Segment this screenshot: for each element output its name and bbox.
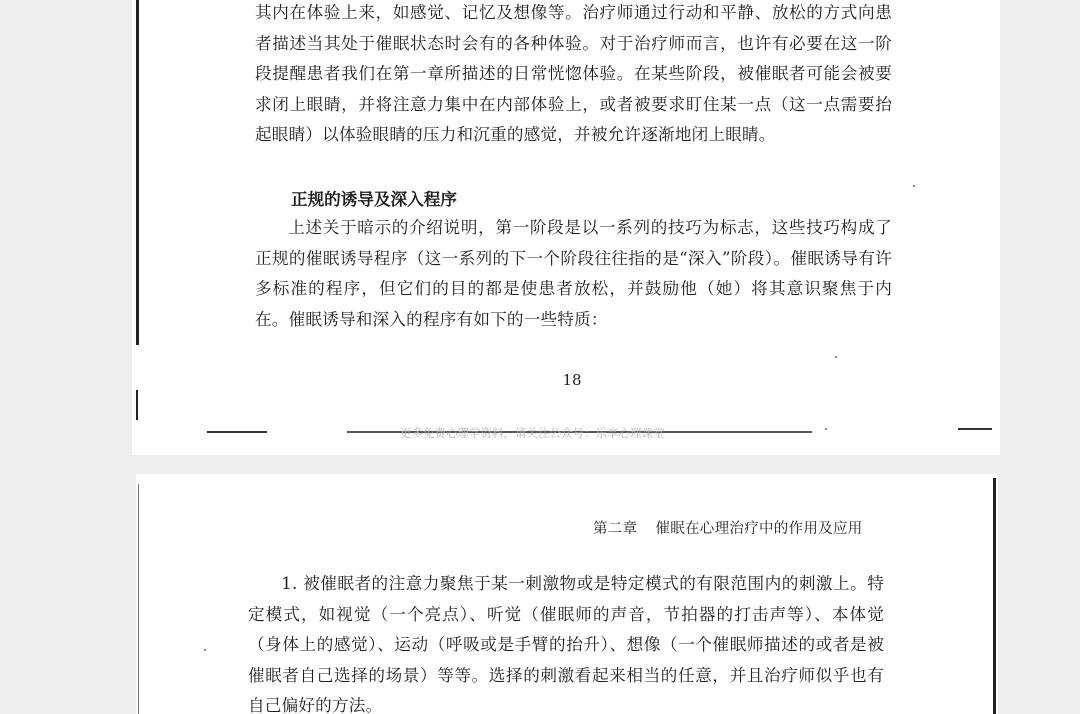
- paragraph-2: 上述关于暗示的介绍说明，第一阶段是以一系列的技巧为标志，这些技巧构成了正规的催眠诱导程序（这一系列的下一个阶段往往指的是“深入”阶段）。催眠诱导有许多标准的程序，但它们的目的都是使患者放松，并鼓励他（她）将其意识聚焦于内在。催眠诱导和深入的程序有如下的一些特质：: [255, 218, 892, 329]
- document-page-19: [136, 474, 998, 714]
- footer-watermark: 更多免费心理学资料，请关注公众号：乐享心理课堂: [400, 426, 665, 440]
- scan-speck: [825, 428, 827, 430]
- footer-rule-right: [958, 428, 992, 430]
- running-header: [593, 519, 863, 539]
- footer-rule-left: [207, 431, 267, 433]
- section-heading: 正规的诱导及深入程序: [291, 189, 457, 209]
- scan-left-edge: [138, 484, 139, 714]
- scan-right-edge: [993, 478, 996, 714]
- page-number: 18: [562, 371, 582, 389]
- paragraph-3: 1. 被催眠者的注意力聚焦于某一刺激物或是特定模式的有限范围内的刺激上。特定模式，如视觉（一个亮点）、听觉（催眠师的声音，节拍器的打击声等）、本体觉（身体上的感觉）、运动（呼吸或是手臂的抬升）、想像（一个催眠师描述的或者是被催眠者自己选择的场景）等等。选择的刺激看起来相当的任意，并且治疗师似乎也有自己偏好的方法。: [248, 574, 884, 714]
- scan-speck: [204, 649, 206, 651]
- document-page-18: [132, 0, 1000, 455]
- scan-left-edge: [136, 0, 139, 345]
- paragraph-1: 其内在体验上来，如感觉、记忆及想像等。治疗师通过行动和平静、放松的方式向患者描述当其处于催眠状态时会有的各种体验。对于治疗师而言，也许有必要在这一阶段提醒患者我们在第一章所描述的日常恍惚体验。在某些阶段，被催眠者可能会被要求闭上眼睛，并将注意力集中在内部体验上，或者被要求盯住某一点（这一点需要抬起眼睛）以体验眼睛的压力和沉重的感觉，并被允许逐渐地闭上眼睛。: [255, 3, 892, 144]
- running-header-chapter: 第二章: [593, 521, 638, 537]
- scan-speck: [913, 185, 915, 187]
- running-header-title: 催眠在心理治疗中的作用及应用: [655, 521, 863, 537]
- scan-speck: [835, 356, 837, 358]
- scan-left-edge-fragment: [136, 390, 138, 420]
